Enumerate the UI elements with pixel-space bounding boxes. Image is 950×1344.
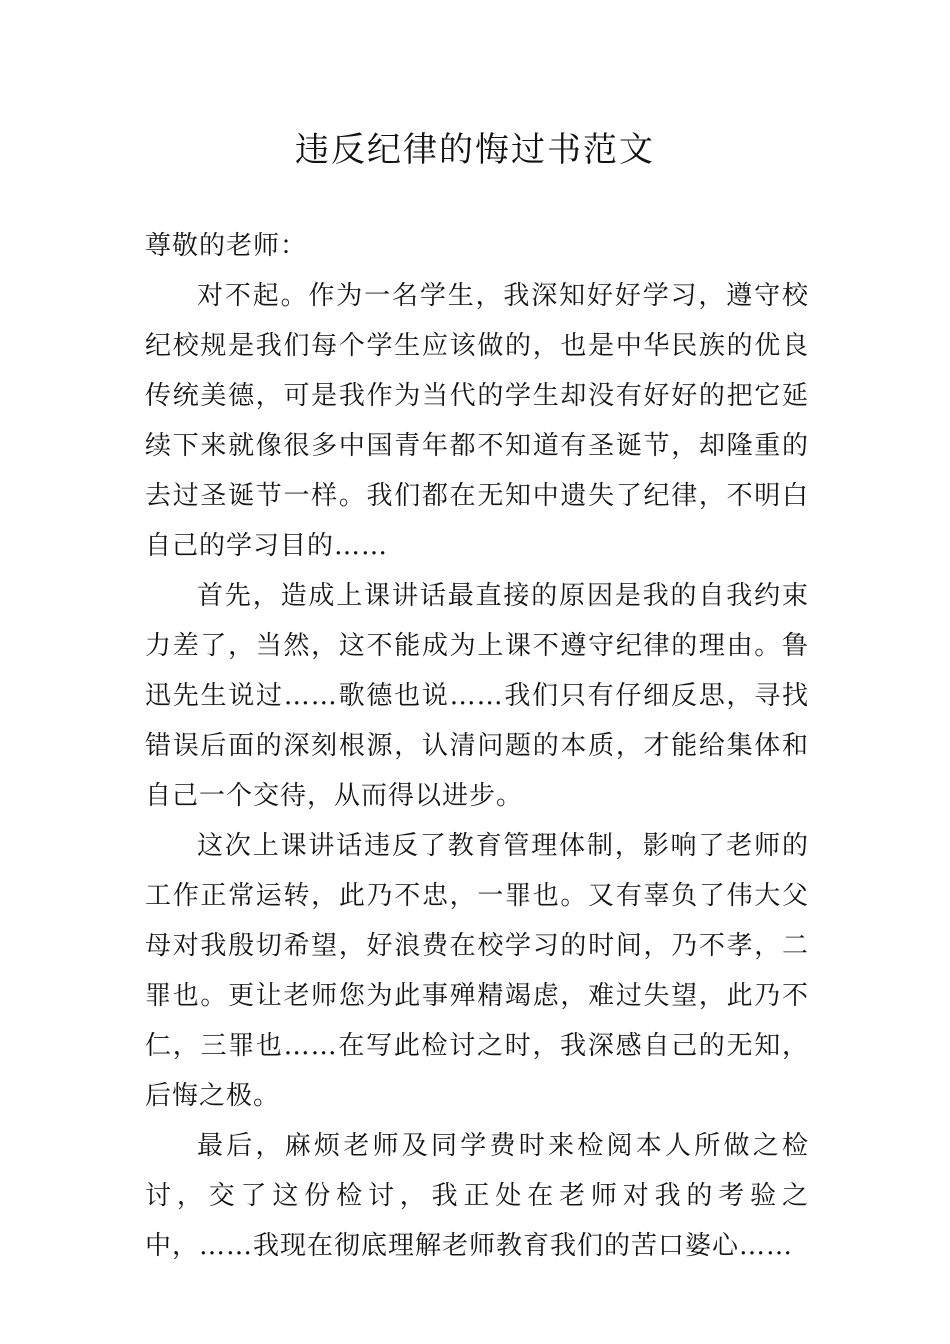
paragraph-4: 最后，麻烦老师及同学费时来检阅本人所做之检讨，交了这份检讨，我正处在老师对我的考验之中，……我现在彻底理解老师教育我们的苦口婆心…… bbox=[145, 1131, 809, 1261]
paragraph-3: 这次上课讲话违反了教育管理体制，影响了老师的工作正常运转，此乃不忠，一罪也。又有辜负了伟大父母对我殷切希望，好浪费在校学习的时间，乃不孝，二罪也。更让老师您为此事殚精竭虑，难过失望，此乃不仁，三罪也……在写此检讨之时，我深感自己的无知，后悔之极。 bbox=[145, 831, 809, 1111]
salutation: 尊敬的老师： bbox=[145, 231, 308, 261]
paragraph-1: 对不起。作为一名学生，我深知好好学习，遵守校纪校规是我们每个学生应该做的，也是中华民族的优良传统美德，可是我作为当代的学生却没有好好的把它延续下来就像很多中国青年都不知道有圣诞节，却隆重的去过圣诞节一样。我们都在无知中遗失了纪律，不明白自己的学习目的…… bbox=[145, 281, 809, 561]
document-body bbox=[145, 221, 809, 1271]
paragraph-2: 首先，造成上课讲话最直接的原因是我的自我约束力差了，当然，这不能成为上课不遵守纪律的理由。鲁迅先生说过……歌德也说……我们只有仔细反思，寻找错误后面的深刻根源，认清问题的本质，才能给集体和自己一个交待，从而得以进步。 bbox=[145, 581, 809, 811]
document-title: 违反纪律的悔过书范文 bbox=[295, 130, 655, 170]
